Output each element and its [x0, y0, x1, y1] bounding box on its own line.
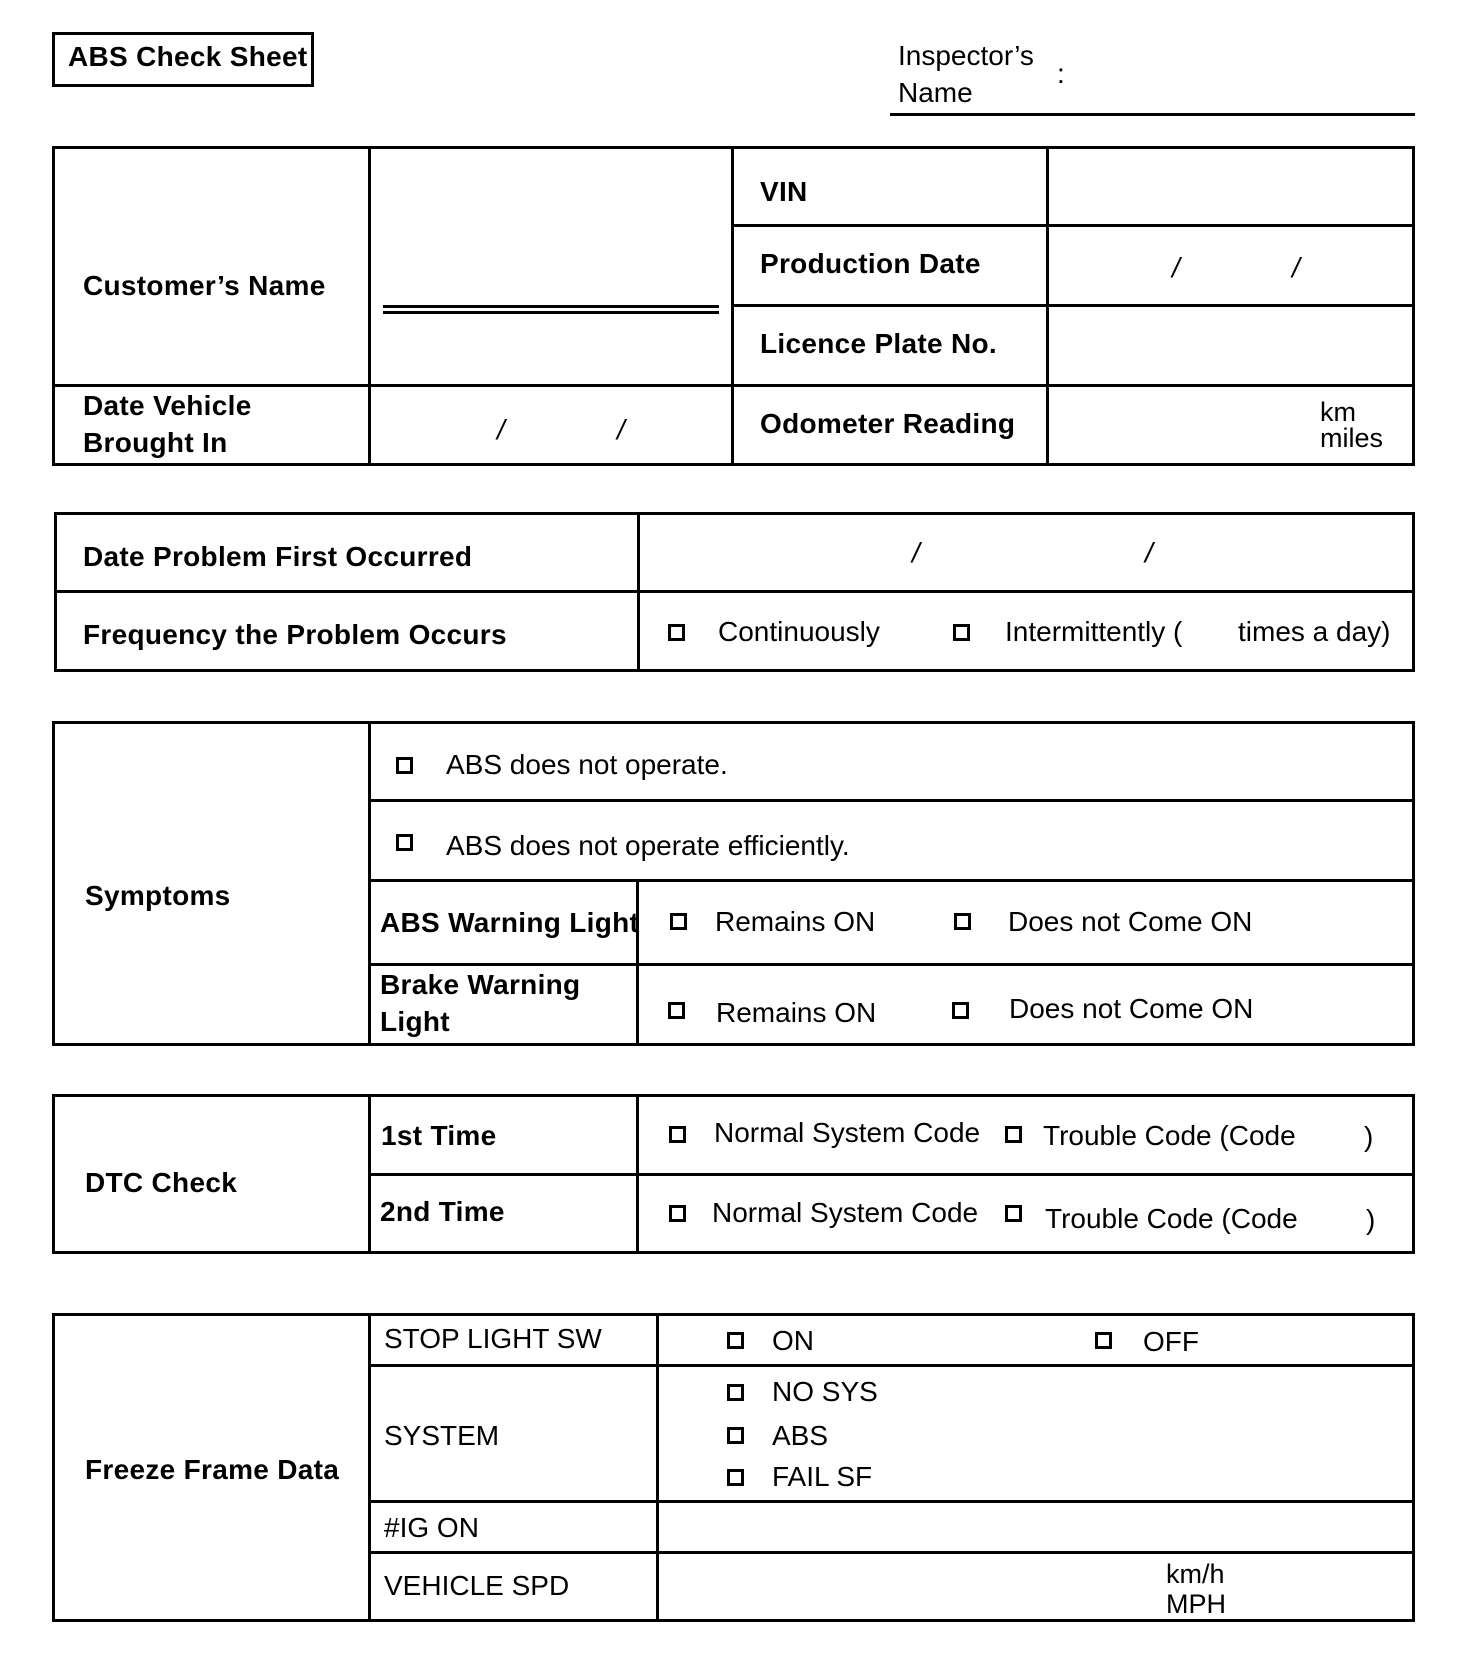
brake-not-come-on-checkbox[interactable]	[952, 1002, 969, 1019]
abs-not-efficient-label: ABS does not operate efficiently.	[446, 830, 850, 861]
intermittently-checkbox[interactable]	[953, 624, 970, 641]
abs-not-come-on-label: Does not Come ON	[1008, 906, 1253, 937]
abs-system-label: ABS	[772, 1420, 829, 1451]
intermittently-label: Intermittently (	[1005, 616, 1183, 647]
abs-not-operate-checkbox[interactable]	[396, 757, 413, 774]
dtc1-close-paren: )	[1364, 1121, 1374, 1152]
no-sys-checkbox[interactable]	[727, 1384, 744, 1401]
fail-sf-checkbox[interactable]	[727, 1469, 744, 1486]
licence-plate-label: Licence Plate No.	[760, 328, 997, 359]
dtc2-close-paren: )	[1366, 1204, 1376, 1235]
dtc2-trouble-label: Trouble Code (Code	[1045, 1203, 1298, 1234]
date-brought-in-label-1: Date Vehicle	[83, 390, 252, 421]
inspector-name-field[interactable]	[890, 113, 1415, 116]
first-occurred-sep1: /	[912, 537, 920, 568]
abs-not-come-on-checkbox[interactable]	[954, 913, 971, 930]
stop-light-off-checkbox[interactable]	[1095, 1332, 1112, 1349]
brake-warning-light-label-1: Brake Warning	[380, 969, 581, 1000]
ig-on-label: #IG ON	[384, 1512, 479, 1543]
page-title: ABS Check Sheet	[68, 41, 308, 72]
odometer-label: Odometer Reading	[760, 408, 1016, 439]
freeze-frame-label: Freeze Frame Data	[85, 1454, 340, 1485]
brake-warning-light-label-2: Light	[380, 1006, 450, 1037]
abs-not-operate-label: ABS does not operate.	[446, 749, 728, 780]
inspector-label-line2: Name	[898, 77, 973, 108]
stop-light-sw-label: STOP LIGHT SW	[384, 1323, 602, 1354]
first-occurred-label: Date Problem First Occurred	[83, 541, 473, 572]
speed-unit-kmh: km/h	[1166, 1559, 1225, 1589]
abs-remains-on-checkbox[interactable]	[670, 913, 687, 930]
production-date-sep2: /	[1292, 252, 1300, 283]
brake-remains-on-checkbox[interactable]	[668, 1002, 685, 1019]
licence-plate-field[interactable]	[1049, 307, 1412, 384]
no-sys-label: NO SYS	[772, 1376, 878, 1407]
system-label: SYSTEM	[384, 1420, 500, 1451]
dtc2-normal-label: Normal System Code	[712, 1197, 979, 1228]
vehicle-spd-label: VEHICLE SPD	[384, 1570, 570, 1601]
ig-on-field[interactable]	[659, 1503, 1412, 1551]
dtc-second-time-label: 2nd Time	[380, 1196, 505, 1227]
abs-remains-on-label: Remains ON	[715, 906, 876, 937]
abs-system-checkbox[interactable]	[727, 1427, 744, 1444]
frequency-label: Frequency the Problem Occurs	[83, 619, 507, 650]
times-a-day-label: times a day)	[1238, 616, 1391, 647]
stop-light-on-checkbox[interactable]	[727, 1332, 744, 1349]
dtc1-normal-checkbox[interactable]	[669, 1126, 686, 1143]
odometer-unit-km: km	[1320, 397, 1356, 427]
symptoms-label: Symptoms	[85, 880, 231, 911]
fail-sf-label: FAIL SF	[772, 1461, 873, 1492]
dtc1-trouble-checkbox[interactable]	[1005, 1126, 1022, 1143]
customer-name-label: Customer’s Name	[83, 270, 326, 301]
production-date-label: Production Date	[760, 248, 981, 279]
customer-name-field[interactable]	[383, 305, 719, 308]
continuously-checkbox[interactable]	[668, 624, 685, 641]
inspector-colon: :	[1057, 58, 1065, 89]
vin-field[interactable]	[1049, 149, 1412, 224]
dtc1-normal-label: Normal System Code	[714, 1117, 981, 1148]
date-brought-in-label-2: Brought In	[83, 427, 228, 458]
date-brought-in-sep2: /	[617, 414, 625, 445]
inspector-label-line1: Inspector’s	[898, 40, 1034, 71]
brake-not-come-on-label: Does not Come ON	[1009, 993, 1254, 1024]
date-brought-in-sep1: /	[497, 414, 505, 445]
stop-light-off-label: OFF	[1143, 1326, 1199, 1357]
continuously-label: Continuously	[718, 616, 880, 647]
dtc-first-time-label: 1st Time	[381, 1120, 497, 1151]
production-date-sep1: /	[1172, 252, 1180, 283]
first-occurred-sep2: /	[1145, 537, 1153, 568]
abs-warning-light-label: ABS Warning Light	[380, 907, 640, 938]
vin-label: VIN	[760, 176, 808, 207]
dtc2-trouble-checkbox[interactable]	[1005, 1205, 1022, 1222]
dtc-check-label: DTC Check	[85, 1167, 238, 1198]
abs-not-efficient-checkbox[interactable]	[396, 834, 413, 851]
dtc1-trouble-label: Trouble Code (Code	[1043, 1120, 1296, 1151]
dtc2-normal-checkbox[interactable]	[669, 1205, 686, 1222]
odometer-unit-miles: miles	[1320, 423, 1384, 453]
brake-remains-on-label: Remains ON	[716, 997, 877, 1028]
speed-unit-mph: MPH	[1166, 1589, 1226, 1619]
stop-light-on-label: ON	[772, 1325, 814, 1356]
